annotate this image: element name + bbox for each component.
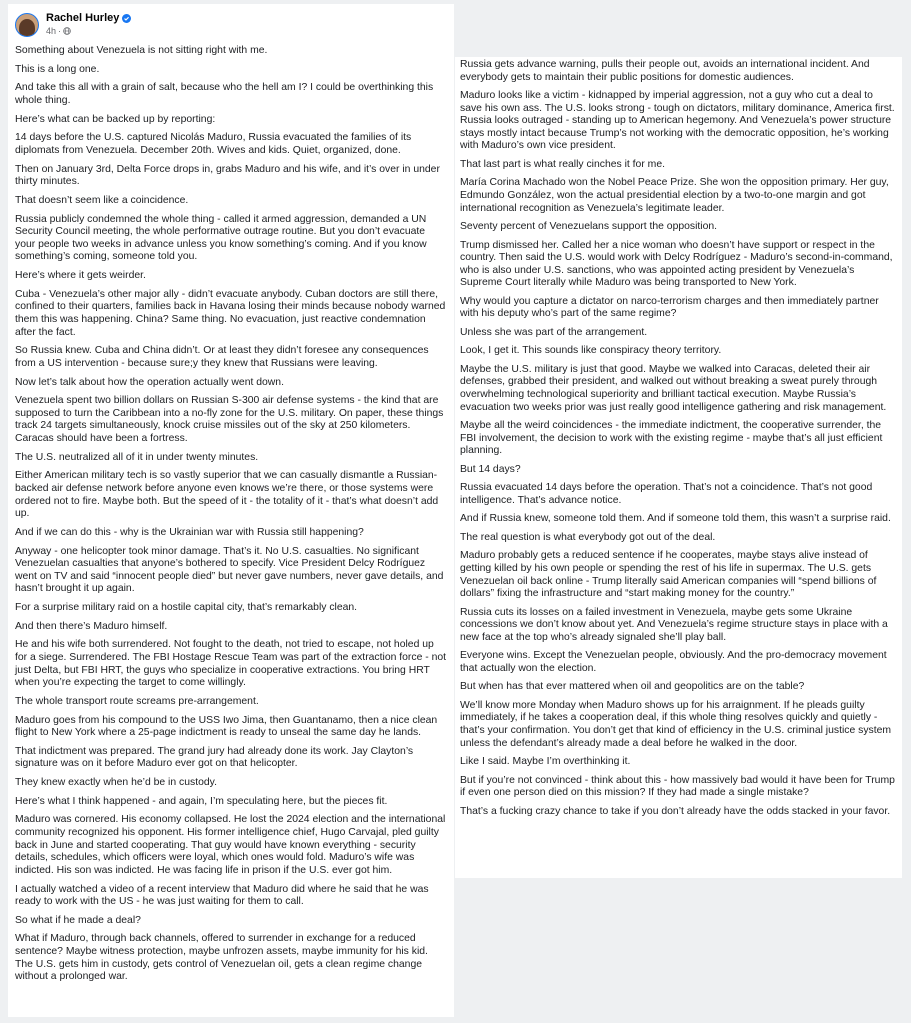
author-name[interactable]: Rachel Hurley	[46, 12, 120, 25]
post-paragraph: But when has that ever mattered when oil and geopolitics are on the table?	[460, 681, 805, 693]
post-paragraph: That doesn’t seem like a coincidence.	[15, 194, 189, 206]
post-paragraph: Like I said. Maybe I’m overthinking it.	[460, 756, 631, 768]
post-paragraph: Seventy percent of Venezuelans support the opposition.	[460, 221, 718, 233]
post-paragraph: Then on January 3rd, Delta Force drops in, grabs Maduro and his wife, and it’s over in under thirty minutes.	[15, 163, 440, 188]
post-paragraph: And if Russia knew, someone told them. And if someone told them, this wasn’t a surprise raid.	[460, 513, 891, 525]
post-paragraph: Russia evacuated 14 days before the operation. That’s not a coincidence. That’s not good intelligence. That’s advance notice.	[460, 482, 873, 506]
post-paragraph: Something about Venezuela is not sitting right with me.	[15, 45, 268, 56]
post-paragraph: And then there’s Maduro himself.	[15, 620, 168, 632]
post-paragraph: Here’s what can be backed up by reporting:	[15, 113, 216, 125]
author-block	[46, 12, 131, 37]
post-header	[15, 8, 447, 41]
verified-badge-icon	[122, 14, 131, 23]
post-paragraph: Maduro goes from his compound to the USS Iwo Jima, then Guantanamo, then a nice clean flight to New York where a 25-page indictment is ready to unseal the same day he lands.	[15, 714, 438, 739]
post-paragraph: Maybe the U.S. military is just that good. Maybe we walked into Caracas, deleted their air defenses, grabbed their president, and walked out without breaking a sweat purely through overwhelming technological superiority and brilliant tactical execution. Maybe Russia’s evacuation two weeks prior was just really good intelligence gathering and risk management.	[460, 363, 887, 413]
post-paragraph: That’s a fucking crazy chance to take if you don’t already have the odds stacked in your favor.	[460, 805, 891, 817]
post-paragraph: But if you’re not convinced - think about this - how massively bad would it have been for Trump if even one person died on this mission? If they had made a single mistake?	[460, 774, 895, 799]
post-paragraph: Maduro looks like a victim - kidnapped by imperial aggression, not a guy who cut a deal to save his own ass. The U.S. looks strong - tough on dictators, military dominance, America first. Russia looks outraged - standing up to American hegemony. And Venezuela’s power structure stays mostly intact because Trump’s not working with the democratic opposition, he’s working with Maduro’s own vice president.	[460, 90, 895, 152]
avatar[interactable]	[15, 13, 39, 37]
post-paragraph: For a surprise military raid on a hostile capital city, that’s remarkably clean.	[15, 601, 358, 613]
post-paragraph: Cuba - Venezuela’s other major ally - didn’t evacuate anybody. Cuban doctors are still there, confined to their quarters, families back in Havana losing their minds because nobody warned them this was happening. China? Same thing. No evacuation, just reactive condemnation after the fact.	[15, 288, 446, 338]
post-column-right	[455, 57, 902, 878]
post-paragraph: But 14 days?	[460, 463, 521, 475]
post-paragraph: The whole transport route screams pre-arrangement.	[15, 695, 259, 707]
post-paragraph: That indictment was prepared. The grand jury had already done its work. Jay Clayton’s signature was on it before Maduro ever got on that helicopter.	[15, 745, 414, 770]
author-name-row	[46, 12, 131, 25]
avatar-photo	[19, 19, 35, 37]
post-paragraph: He and his wife both surrendered. Not fought to the death, not tried to escape, not holed up for a siege. Surrendered. The FBI Hostage Rescue Team was part of the extraction force - not just Delta, but FBI HRT, the guys who specialize in cooperative extractions. You bring HRT when you’re expecting the target to come willingly.	[15, 639, 447, 689]
post-paragraph: Here’s what I think happened - and again, I’m speculating here, but the pieces fit.	[15, 795, 388, 807]
post-paragraph: Maduro was cornered. His economy collapsed. He lost the 2024 election and the international community recognized his opponent. His former intelligence chief, Hugo Carvajal, pled guilty back in June and started cooperating. That guy would have known everything - security details, schedules, which officers were loyal, which ones would fold. Maduro’s wife was indicted. His son was indicted. He was facing life in prison if the U.S. ever got him.	[15, 814, 446, 876]
post-paragraph: What if Maduro, through back channels, offered to surrender in exchange for a reduced sentence? Maybe witness protection, maybe unfrozen assets, maybe immunity for his kid. The U.S. gets him in custody, gets control of Venezuelan oil, gets a clean regime change without a prolonged war.	[15, 933, 428, 983]
post-paragraph: This is a long one.	[15, 63, 100, 75]
post-column-left	[8, 4, 454, 1017]
post-paragraph: And if we can do this - why is the Ukrainian war with Russia still happening?	[15, 526, 364, 538]
post-paragraph: Anyway - one helicopter took minor damage. That’s it. No U.S. casualties. No significant Venezuelan casualties that anyone’s bothered to specify. Vice President Delcy Rodríguez went on TV and said “innocent people died” but never gave numbers, never gave details, and hasn’t brought it up again.	[15, 545, 444, 595]
post-paragraph: Now let’s talk about how the operation actually went down.	[15, 376, 284, 388]
post-paragraph: We’ll know more Monday when Maduro shows up for his arraignment. If he pleads guilty immediately, if he takes a cooperation deal, if this whole thing resolves quickly and quietly - that’s your confirmation. You don’t get that kind of efficiency in the U.S. criminal justice system unless the defendant’s already made a deal before he walked in the door.	[460, 699, 892, 749]
post-body-right	[460, 59, 896, 818]
post-paragraph: Venezuela spent two billion dollars on Russian S-300 air defense systems - the kind that are supposed to turn the Caribbean into a no-fly zone for the U.S. military. On paper, these things track 24 targets simultaneously, knock cruise missiles out of the sky at 250 kilometers. Caracas should have been a fortress.	[15, 395, 444, 444]
post-paragraph: Maduro probably gets a reduced sentence if he cooperates, maybe stays alive instead of getting killed by his own people or spending the rest of his life in supermax. The U.S. gets Venezuelan oil back online - Trump literally said American companies will “spend billions of dollars” fixing the infrastructure and “start making money for the country.”	[460, 550, 877, 600]
post-paragraph: Maybe all the weird coincidences - the immediate indictment, the cooperative surrender, the FBI involvement, the decision to work with the existing regime - maybe that’s all just efficient planning.	[460, 420, 883, 457]
post-paragraph: Russia gets advance warning, pulls their people out, avoids an international incident. And everybody gets to maintain their public positions for domestic audiences.	[460, 59, 870, 83]
post-paragraph: Everyone wins. Except the Venezuelan people, obviously. And the pro-democracy movement that actually won the election.	[460, 650, 887, 674]
post-paragraph: Either American military tech is so vastly superior that we can casually dismantle a Russian-backed air defense network before anyone even knows we’re there, or those systems were ordered not to fire. Maybe both. But the speed of it - the totality of it - that’s what doesn’t add up.	[15, 470, 439, 520]
post-paragraph: Look, I get it. This sounds like conspiracy theory territory.	[460, 345, 722, 357]
post-paragraph: So what if he made a deal?	[15, 914, 141, 926]
post-paragraph: Why would you capture a dictator on narco-terrorism charges and then immediately partner with his deputy who’s part of the same regime?	[460, 295, 879, 320]
post-paragraph: Here’s where it gets weirder.	[15, 270, 146, 282]
post-paragraph: That last part is what really cinches it for me.	[460, 158, 666, 170]
meta-separator: ·	[58, 25, 62, 36]
post-paragraph: Trump dismissed her. Called her a nice woman who doesn’t have support or respect in the country. Then said the U.S. would work with Delcy Rodríguez - Maduro’s second-in-command, who is also under U.S. sanctions, who was appointed acting president by Venezuela’s Supreme Court literally while Maduro was being transported to New York.	[460, 239, 893, 289]
post-paragraph: The real question is what everybody got out of the deal.	[460, 531, 716, 543]
post-paragraph: María Corina Machado won the Nobel Peace Prize. She won the opposition primary. Her guy, Edmundo González, won the actual presidential election by a two-to-one margin and got international recognition as Venezuela’s legitimate leader.	[460, 177, 889, 214]
post-body-left	[15, 45, 447, 984]
post-paragraph: The U.S. neutralized all of it in under twenty minutes.	[15, 451, 259, 463]
post-time[interactable]: 4h	[46, 25, 57, 36]
post-paragraph: Unless she was part of the arrangement.	[460, 326, 648, 338]
post-paragraph: Russia cuts its losses on a failed investment in Venezuela, maybe gets some Ukraine concessions we don’t know about yet. And Venezuela’s regime structure stays in place with a new face at the top who’s already signaled she’ll play ball.	[460, 606, 888, 643]
post-meta	[46, 26, 131, 37]
post-paragraph: Russia publicly condemned the whole thing - called it armed aggression, demanded a UN Security Council meeting, the whole performative outrage routine. But you don’t evacuate your people two weeks in advance unless you know something’s coming. And if you know something’s coming, someone told you.	[15, 213, 427, 263]
globe-icon[interactable]	[63, 27, 71, 35]
post-paragraph: I actually watched a video of a recent interview that Maduro did where he said that he was ready to work with the US - he was just waiting for them to call.	[15, 883, 429, 908]
post-paragraph: They knew exactly when he’d be in custody.	[15, 777, 217, 789]
post-paragraph: And take this all with a grain of salt, because who the hell am I? I could be overthinking this whole thing.	[15, 82, 434, 106]
post-paragraph: 14 days before the U.S. captured Nicolás Maduro, Russia evacuated the families of its diplomats from Venezuela. December 20th. Wives and kids. Quiet, organized, done.	[15, 132, 412, 156]
post-paragraph: So Russia knew. Cuba and China didn’t. Or at least they didn’t foresee any consequences from a US intervention - because sure;y they knew that Russians were leaving.	[15, 345, 429, 369]
